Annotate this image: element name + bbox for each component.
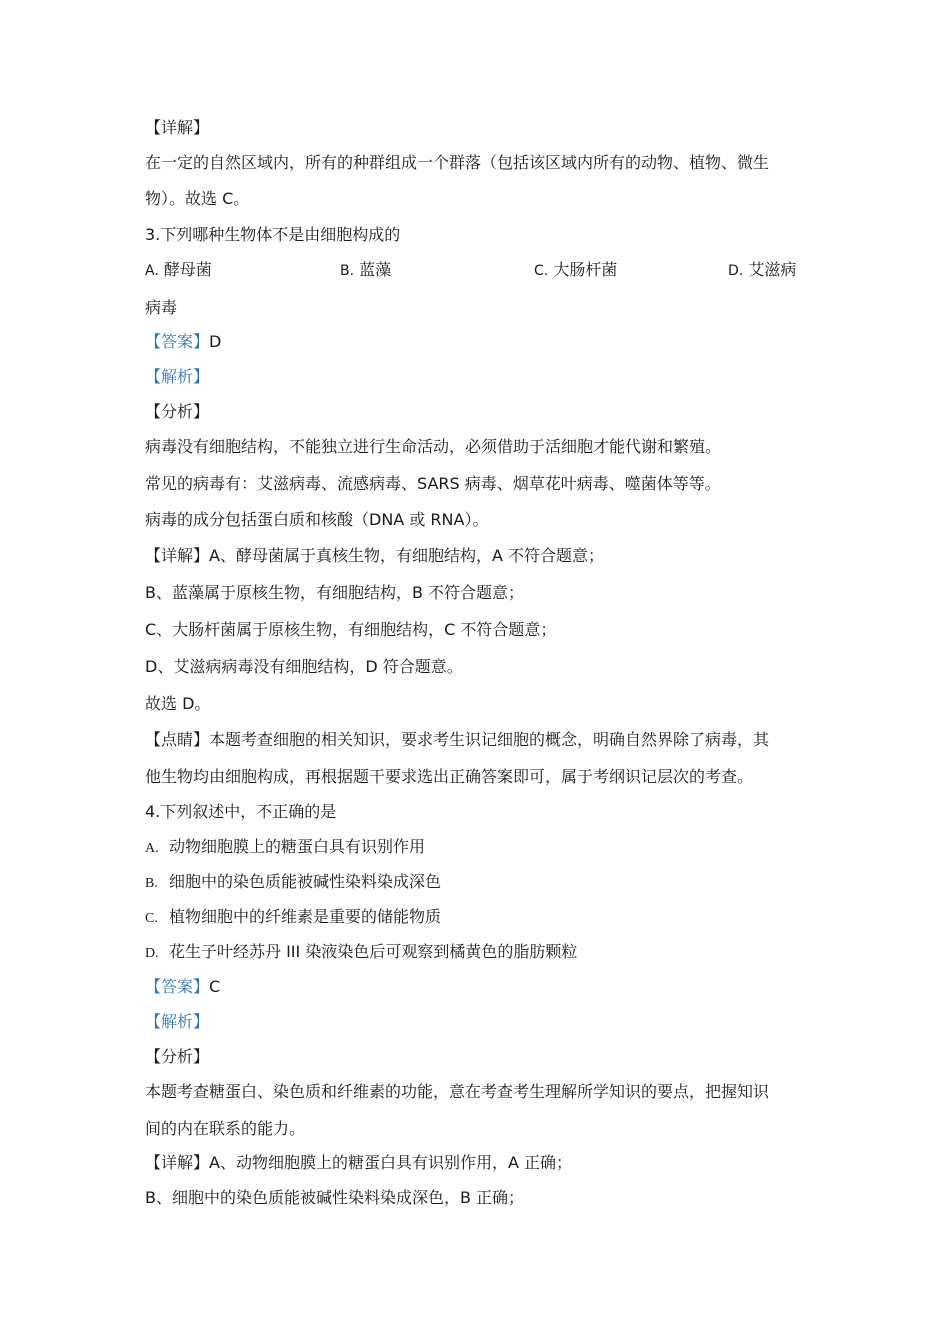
q3-fenxi-line-1: 病毒没有细胞结构，不能独立进行生命活动，必须借助于活细胞才能代谢和繁殖。	[145, 437, 722, 456]
q3-answer-tag: 【答案】	[145, 332, 210, 351]
q3-option-d-wrap: 病毒	[145, 298, 178, 317]
q3-answer	[145, 331, 221, 353]
q3-option-b-text: 蓝藻	[359, 260, 392, 279]
q4-option-d-label: D.	[145, 946, 159, 961]
q3-option-a-label: A.	[145, 263, 159, 279]
q4-option-a-text: 动物细胞膜上的糖蛋白具有识别作用	[169, 837, 426, 856]
q3-detail-line-3: C、大肠杆菌属于原核生物，有细胞结构，C 不符合题意；	[145, 620, 557, 639]
q4-option-b-label: B.	[145, 876, 158, 891]
q3-dianjing-line-2: 他生物均由细胞构成，再根据题干要求选出正确答案即可，属于考纲识记层次的考查。	[145, 767, 754, 786]
q4-fenxi-line-2: 间的内在联系的能力。	[145, 1119, 306, 1138]
q4-answer-tag: 【答案】	[145, 977, 210, 996]
q3-option-d-text: 艾滋病	[748, 260, 797, 279]
q3-detail-line-2: B、蓝藻属于原核生物，有细胞结构，B 不符合题意；	[145, 583, 525, 602]
q4-answer	[145, 976, 220, 998]
q3-detail-line-5: 故选 D。	[145, 694, 211, 713]
q3-fenxi-heading: 【分析】	[145, 402, 210, 421]
q4-fenxi-heading: 【分析】	[145, 1047, 210, 1066]
q4-option-c-text: 植物细胞中的纤维素是重要的储能物质	[169, 907, 442, 926]
q3-option-b	[340, 259, 391, 282]
q3-fenxi-line-3: 病毒的成分包括蛋白质和核酸（DNA 或 RNA）。	[145, 510, 489, 529]
q3-dianjing-line-1: 【点睛】本题考查细胞的相关知识，要求考生识记细胞的概念，明确自然界除了病毒，其	[145, 730, 770, 749]
q4-option-b-text: 细胞中的染色质能被碱性染料染成深色	[169, 872, 442, 891]
q3-detail-line-1: 【详解】A、酵母菌属于真核生物，有细胞结构，A 不符合题意；	[145, 546, 604, 565]
q3-option-c-text: 大肠杆菌	[553, 260, 618, 279]
q4-option-d-text: 花生子叶经苏丹 III 染液染色后可观察到橘黄色的脂肪颗粒	[169, 942, 578, 961]
q4-detail-line-2: B、细胞中的染色质能被碱性染料染成深色，B 正确；	[145, 1188, 525, 1207]
q2-detail-line-2: 物）。故选 C。	[145, 189, 250, 208]
q4-option-a-label: A.	[145, 841, 159, 856]
q4-option-c-label: C.	[145, 911, 158, 926]
q4-detail-line-1: 【详解】A、动物细胞膜上的糖蛋白具有识别作用，A 正确；	[145, 1153, 572, 1172]
q3-option-b-label: B.	[340, 263, 355, 279]
q4-analysis-tag: 【解析】	[145, 1012, 210, 1031]
q3-analysis-tag: 【解析】	[145, 367, 210, 386]
q3-answer-value: D	[209, 332, 222, 351]
q3-option-d-label: D.	[728, 263, 744, 279]
q4-option-c	[145, 906, 441, 930]
q4-fenxi-line-1: 本题考查糖蛋白、染色质和纤维素的功能，意在考查考生理解所学知识的要点，把握知识	[145, 1082, 770, 1101]
q4-option-b	[145, 871, 441, 895]
q3-option-a	[145, 259, 212, 282]
q2-detail-heading: 【详解】	[145, 118, 210, 137]
q4-option-a	[145, 836, 425, 860]
q3-detail-line-4: D、艾滋病病毒没有细胞结构，D 符合题意。	[145, 657, 463, 676]
q3-option-c	[534, 259, 617, 282]
q4-answer-value: C	[209, 977, 221, 996]
q4-stem: 4.下列叙述中，不正确的是	[145, 802, 337, 821]
q2-detail-line-1: 在一定的自然区域内，所有的种群组成一个群落（包括该区域内所有的动物、植物、微生	[145, 153, 770, 172]
q3-stem: 3.下列哪种生物体不是由细胞构成的	[145, 225, 401, 244]
q4-option-d	[145, 941, 577, 965]
q3-fenxi-line-2: 常见的病毒有：艾滋病毒、流感病毒、SARS 病毒、烟草花叶病毒、噬菌体等等。	[145, 474, 721, 493]
q3-option-d	[728, 259, 796, 282]
q3-option-a-text: 酵母菌	[163, 260, 212, 279]
q3-option-c-label: C.	[534, 263, 549, 279]
